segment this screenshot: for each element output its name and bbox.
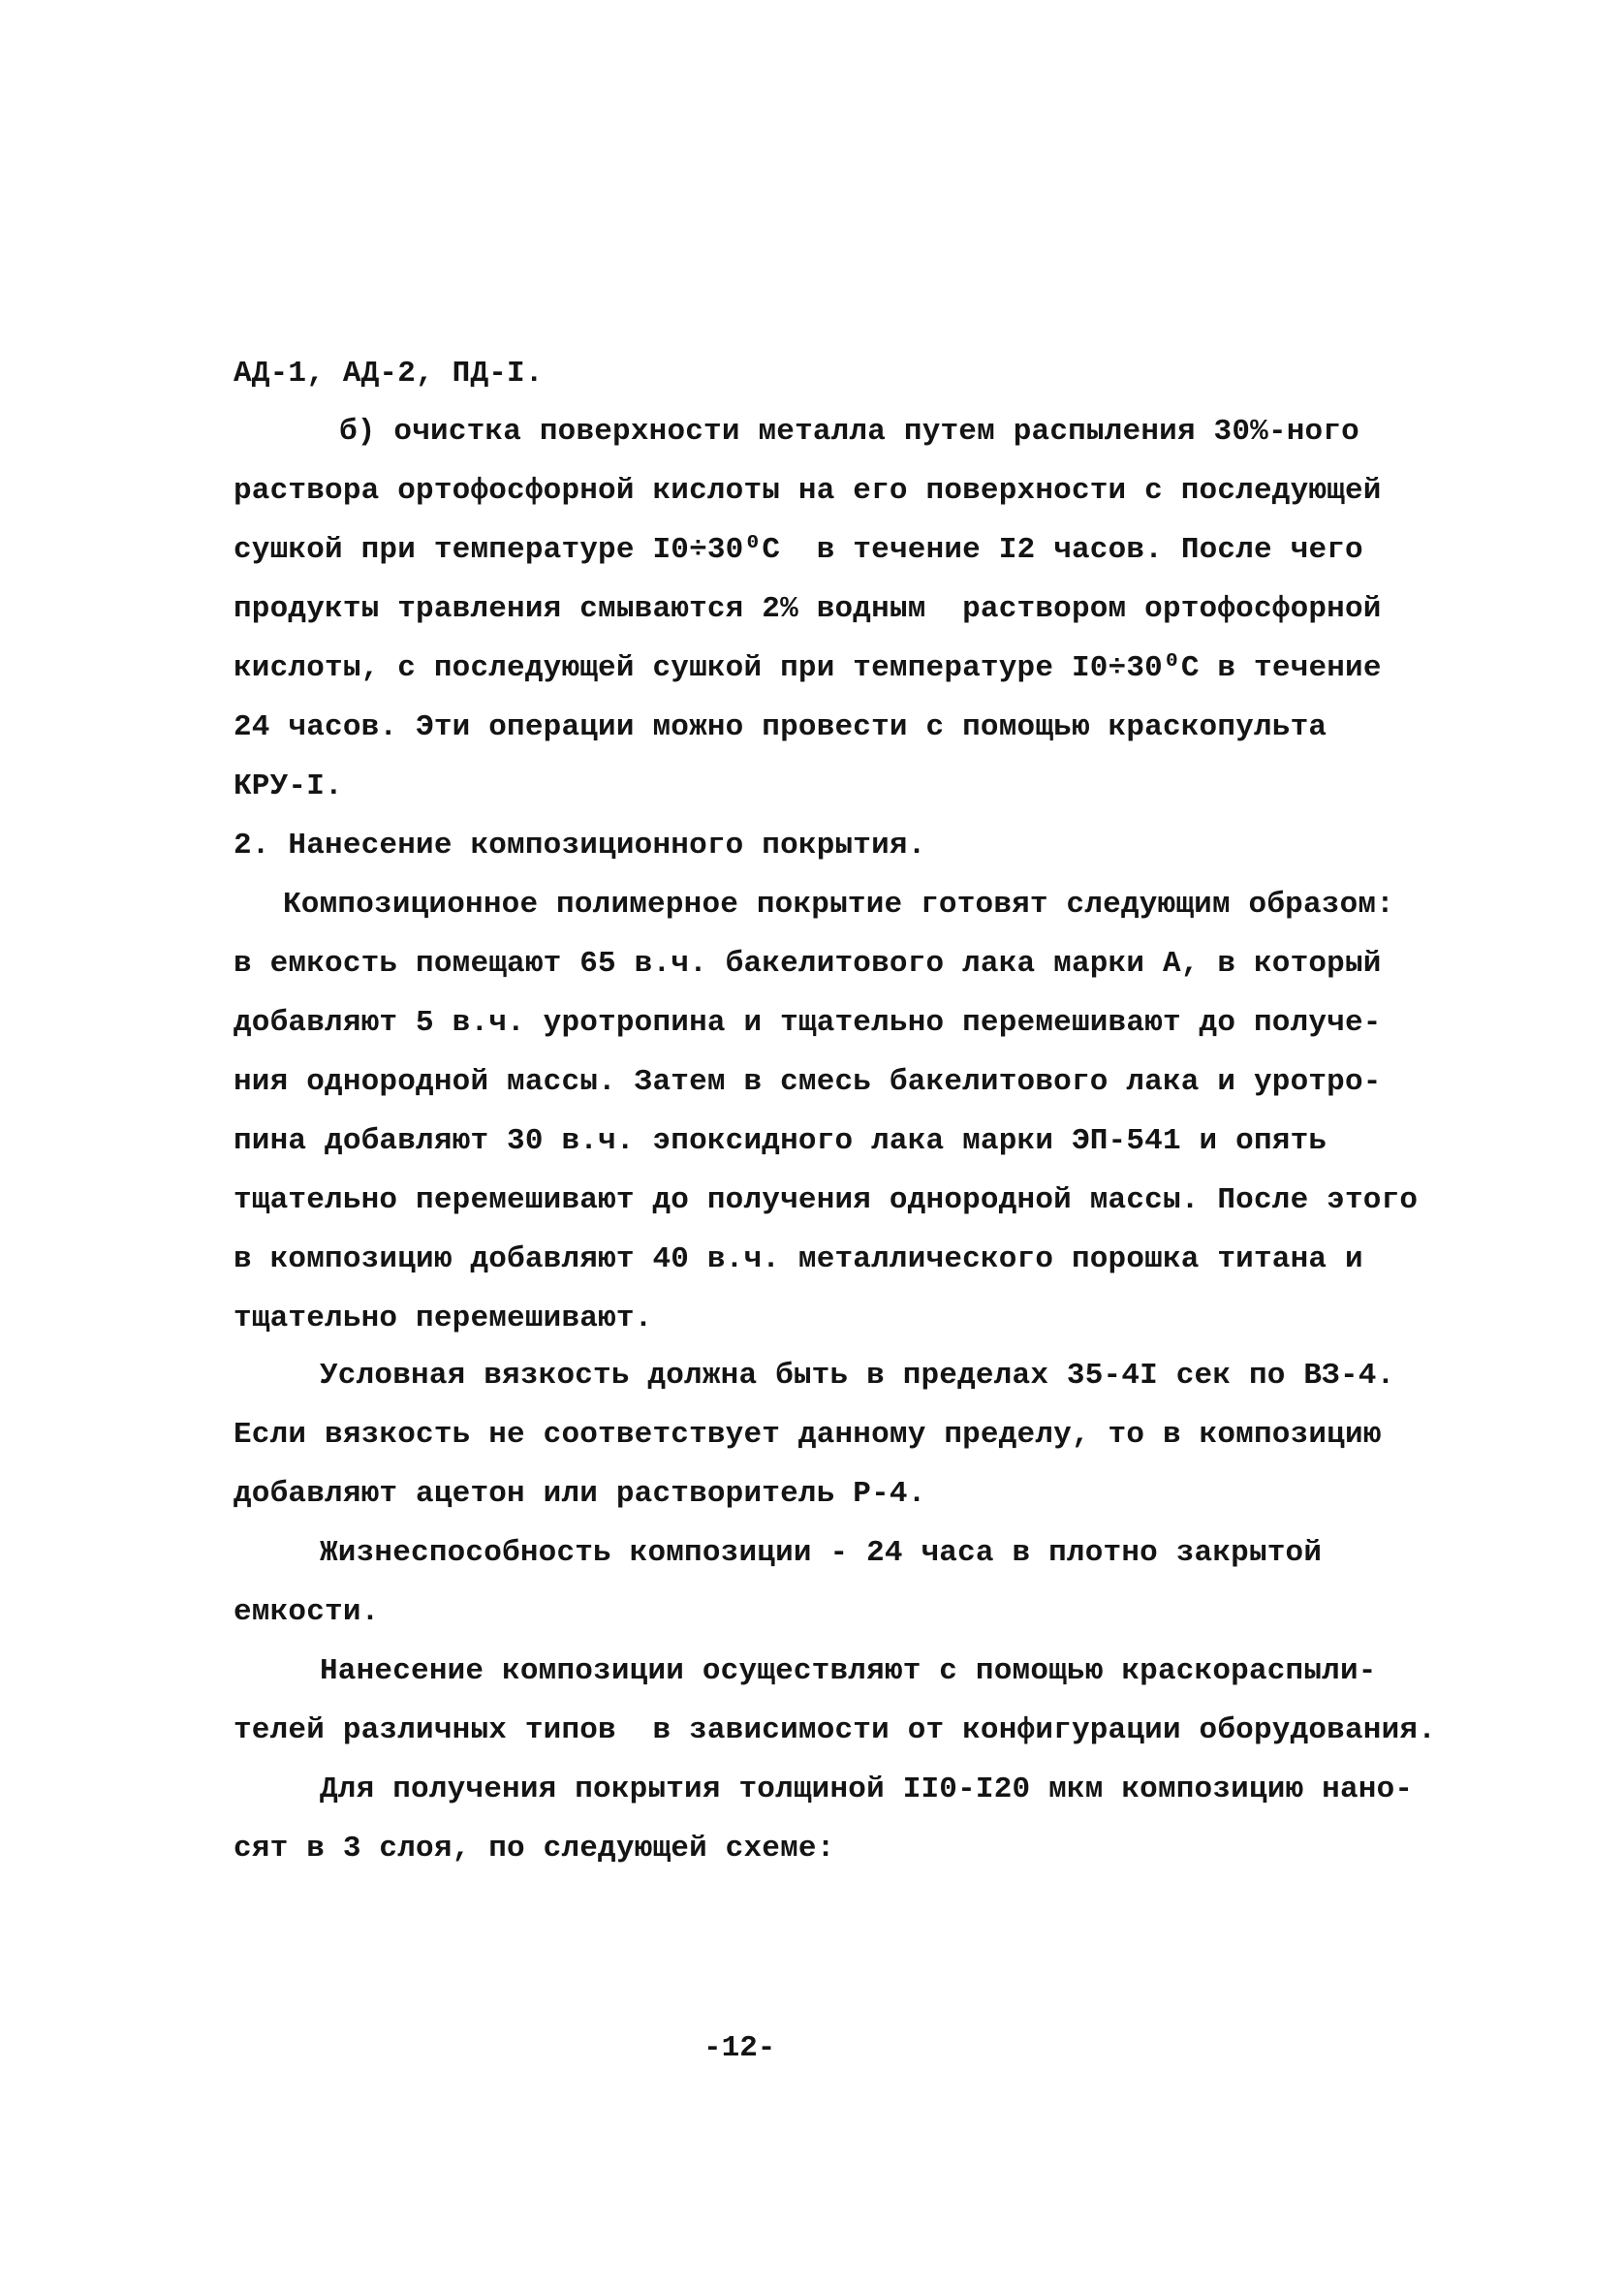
text-line: тщательно перемешивают до получения однородной массы. После этого [234, 1183, 1419, 1217]
text-line: в емкость помещают 65 в.ч. бакелитового лака марки А, в который [234, 947, 1382, 981]
text-line: Для получения покрытия толщиной II0-I20 мкм композицию нано- [320, 1772, 1414, 1806]
text-line: Если вязкость не соответствует данному пределу, то в композицию [234, 1418, 1382, 1452]
text-line: АД-1, АД-2, ПД-I. [234, 357, 544, 391]
text-line: добавляют 5 в.ч. уротропина и тщательно перемешивают до получе- [234, 1006, 1382, 1040]
text-line: емкости. [234, 1595, 380, 1629]
text-line: кислоты, с последующей сушкой при температуре I0÷30⁰С в течение [234, 651, 1382, 685]
text-line: Жизнеспособность композиции - 24 часа в плотно закрытой [320, 1536, 1323, 1570]
text-line: сушкой при температуре I0÷30⁰С в течение I2 часов. После чего [234, 533, 1363, 567]
text-line: ния однородной массы. Затем в смесь бакелитового лака и уротро- [234, 1065, 1382, 1099]
section-heading: 2. Нанесение композиционного покрытия. [234, 829, 926, 863]
text-line: в композицию добавляют 40 в.ч. металлического порошка титана и [234, 1242, 1363, 1276]
text-line: б) очистка поверхности металла путем распыления 30%-ного [339, 415, 1359, 449]
text-line: Композиционное полимерное покрытие готовят следующим образом: [283, 888, 1394, 922]
text-line: Нанесение композиции осуществляют с помощью краскораспыли- [320, 1654, 1377, 1688]
text-line: 24 часов. Эти операции можно провести с помощью краскопульта [234, 710, 1327, 744]
text-line: продукты травления смываются 2% водным раствором ортофосфорной [234, 592, 1382, 626]
text-line: Условная вязкость должна быть в пределах 35-4I сек по ВЗ-4. [320, 1359, 1395, 1393]
text-line: тщательно перемешивают. [234, 1302, 653, 1335]
text-line: раствора ортофосфорной кислоты на его поверхности с последующей [234, 474, 1382, 508]
text-line: пина добавляют 30 в.ч. эпоксидного лака марки ЭП-541 и опять [234, 1124, 1327, 1158]
text-line: телей различных типов в зависимости от конфигурации оборудования. [234, 1713, 1436, 1747]
text-line: добавляют ацетон или растворитель Р-4. [234, 1477, 926, 1511]
text-line: сят в 3 слоя, по следующей схеме: [234, 1832, 835, 1866]
page-number: -12- [703, 2031, 776, 2065]
text-line: КРУ-I. [234, 769, 343, 803]
